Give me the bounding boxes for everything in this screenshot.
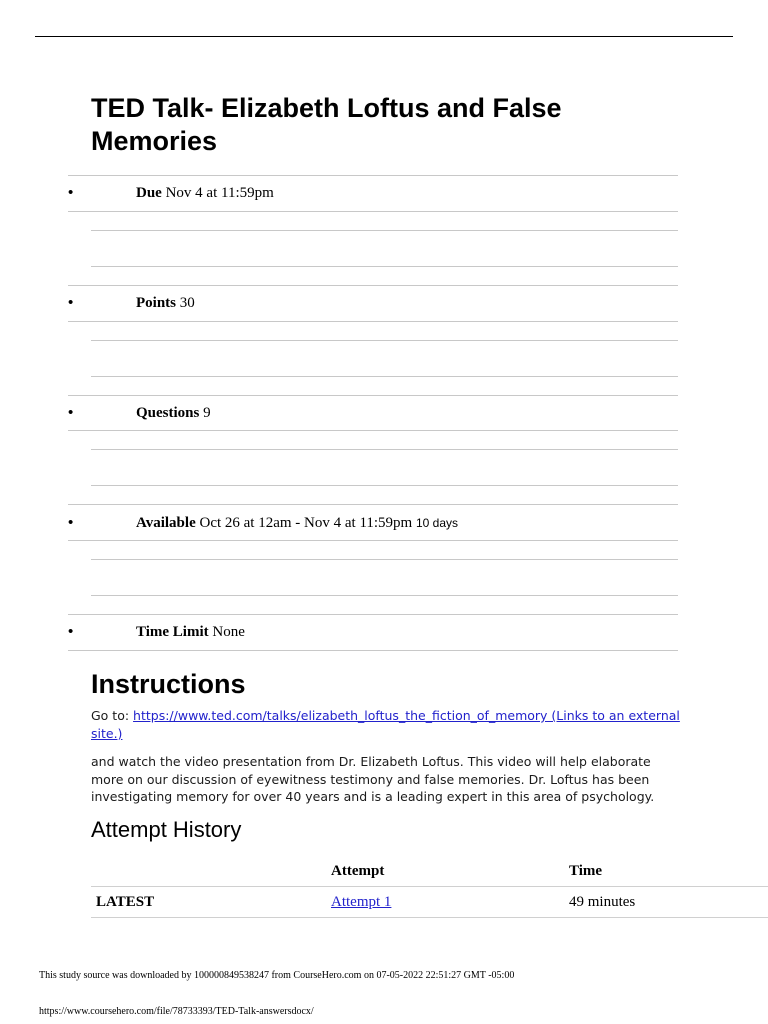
due-label: Due xyxy=(136,185,162,201)
divider xyxy=(91,595,678,596)
attempt-time: 49 minutes xyxy=(569,894,636,910)
instructions-heading: Instructions xyxy=(91,669,246,699)
attempt-1-link[interactable]: Attempt 1 xyxy=(331,894,392,910)
divider xyxy=(68,614,678,615)
divider xyxy=(68,321,678,322)
footer-source-line: This study source was downloaded by 100000849538247 from CourseHero.com on 07-05-2022 22:51:27 GMT -05:00 xyxy=(39,970,515,981)
attempt-history-heading: Attempt History xyxy=(91,817,242,842)
instructions-body: and watch the video presentation from Dr. Elizabeth Loftus. This video will help elaborate more on our discussion of eyewitness testimony and false memories. Dr. Loftus has been investigating memory for over 40 years and is a leading expert in this area of psychology. xyxy=(91,754,655,804)
footer-url: https://www.coursehero.com/file/78733393/TED-Talk-answersdocx/ xyxy=(39,1006,314,1017)
divider xyxy=(91,449,678,450)
due-value: Nov 4 at 11:59pm xyxy=(165,185,274,201)
bullet-icon: • xyxy=(68,514,74,531)
questions-value: 9 xyxy=(203,405,211,421)
questions-label: Questions xyxy=(136,405,200,421)
bullet-icon: • xyxy=(68,184,74,201)
instructions-goto xyxy=(91,707,681,742)
bullet-icon: • xyxy=(68,294,74,311)
goto-prefix: Go to: xyxy=(91,708,134,723)
divider xyxy=(91,266,678,267)
table-row-divider xyxy=(91,886,768,887)
divider xyxy=(91,230,678,231)
points-label: Points xyxy=(136,295,177,311)
divider xyxy=(91,376,678,377)
page-title: TED Talk- Elizabeth Loftus and False Memories xyxy=(91,93,562,156)
divider xyxy=(68,175,678,176)
col-header-time: Time xyxy=(569,863,603,879)
bullet-icon: • xyxy=(68,404,74,421)
available-days: 10 days xyxy=(415,516,459,530)
row-label-latest: LATEST xyxy=(96,894,155,910)
table-row-divider xyxy=(91,917,768,918)
divider xyxy=(68,650,678,651)
time-limit-value: None xyxy=(212,624,245,640)
divider xyxy=(68,504,678,505)
available-value: Oct 26 at 12am - Nov 4 at 11:59pm xyxy=(199,515,413,531)
col-header-attempt: Attempt xyxy=(331,863,385,879)
bullet-icon: • xyxy=(68,623,74,640)
divider xyxy=(68,285,678,286)
divider xyxy=(68,395,678,396)
points-value: 30 xyxy=(179,295,195,311)
available-label: Available xyxy=(136,515,196,531)
divider xyxy=(91,340,678,341)
divider xyxy=(91,485,678,486)
divider xyxy=(68,211,678,212)
divider xyxy=(68,540,678,541)
divider xyxy=(68,430,678,431)
top-rule xyxy=(35,36,733,37)
time-limit-label: Time Limit xyxy=(136,624,209,640)
ted-talk-link[interactable]: https://www.ted.com/talks/elizabeth_loftus_the_fiction_of_memory (Links to an external site.) xyxy=(91,708,680,741)
divider xyxy=(91,559,678,560)
